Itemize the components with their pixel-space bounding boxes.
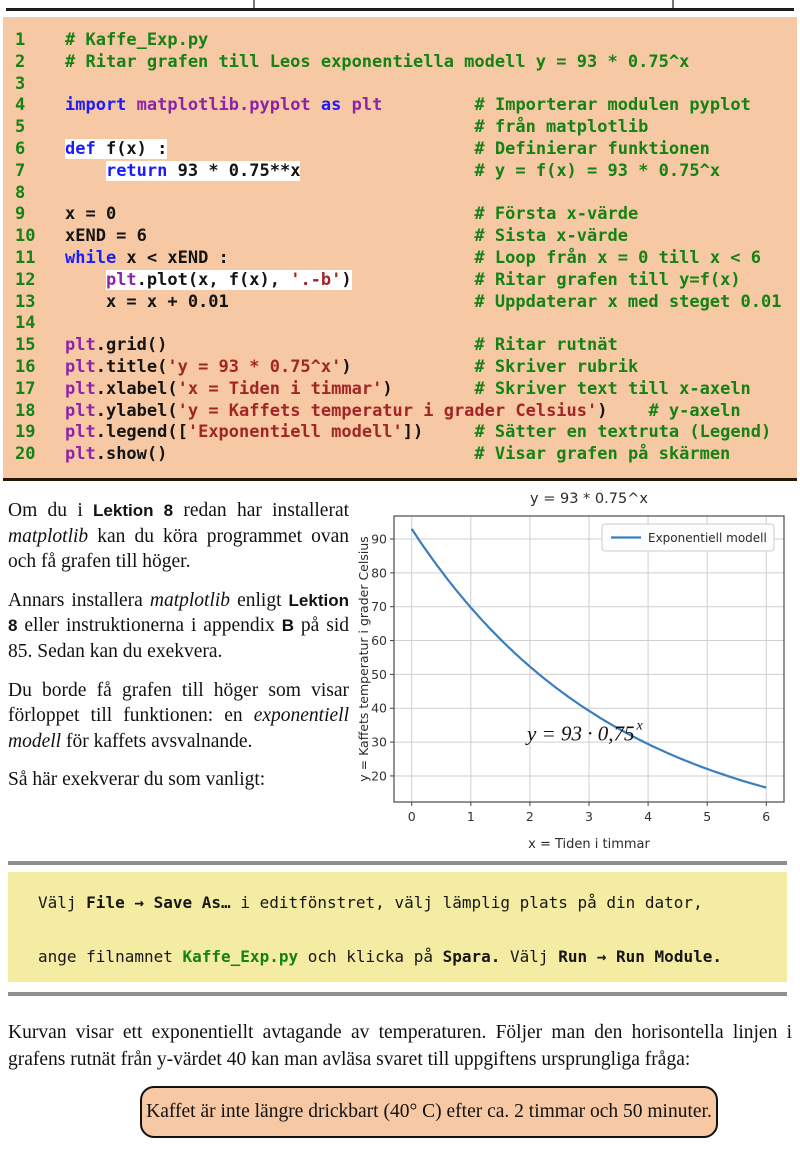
line-number: 6 — [15, 138, 26, 159]
code-line — [3, 161, 797, 183]
text-run: Så här exekverar du som vanligt: — [8, 769, 266, 791]
code-listing — [3, 17, 797, 481]
page-crop-tick-right — [672, 0, 674, 8]
code-segment — [65, 161, 106, 181]
instruction-box — [8, 872, 787, 982]
code-segment: # Skriver rubrik — [474, 356, 639, 377]
line-chart — [356, 488, 796, 862]
code-segment — [423, 422, 474, 442]
text-run — [587, 947, 597, 966]
text-run: → — [134, 893, 144, 912]
code-line — [3, 183, 797, 205]
line-number: 13 — [15, 291, 36, 312]
text-run: och klicka på — [298, 947, 443, 966]
text-run: för kaffets avsvalnande. — [61, 730, 253, 752]
paragraph — [8, 498, 349, 575]
code-segment: # Ritar grafen till y=f(x) — [474, 269, 741, 290]
y-tick-label: 40 — [371, 700, 387, 716]
code-segment: .ylabel( — [95, 400, 178, 421]
line-number: 14 — [15, 313, 36, 334]
text-run: matplotlib — [149, 589, 231, 611]
code-segment — [341, 95, 351, 115]
text-run: Lektion 8 — [93, 501, 174, 520]
line-number: 3 — [15, 73, 26, 94]
y-tick-label: 90 — [371, 531, 387, 547]
code-segment: .plot(x, f(x), — [136, 269, 291, 290]
code-segment: plt — [65, 378, 96, 399]
code-segment: .xlabel( — [95, 378, 178, 399]
code-line — [3, 139, 797, 161]
line-number: 20 — [15, 444, 36, 465]
code-segment: # Ritar rutnät — [474, 335, 618, 356]
code-segment: plt — [65, 335, 96, 356]
text-run: enligt — [230, 589, 289, 611]
code-segment: 'y = Kaffets temperatur i grader Celsius' — [177, 400, 598, 421]
text-run: → — [596, 947, 607, 966]
legend-label: Exponentiell modell — [648, 531, 767, 545]
text-run — [144, 893, 154, 912]
x-axis-label: x = Tiden i timmar — [528, 837, 650, 852]
code-segment: def — [65, 138, 96, 159]
divider-top — [8, 861, 787, 865]
y-tick-label: 70 — [371, 599, 387, 615]
line-number: 2 — [15, 51, 26, 72]
x-tick-label: 2 — [525, 809, 534, 824]
y-axis-label: y = Kaffets temperatur i grader Celsius — [356, 536, 371, 782]
x-tick-label: 6 — [762, 809, 771, 824]
code-segment: plt — [351, 95, 383, 116]
code-segment: plt — [65, 400, 96, 421]
code-segment: # Ritar grafen till Leos exponentiella modell y = 93 * 0.75^x — [65, 51, 690, 72]
line-number: 12 — [15, 269, 36, 290]
paragraph — [8, 678, 349, 755]
code-segment: # Sista x-värde — [474, 226, 628, 247]
code-line — [3, 74, 797, 96]
code-segment — [382, 95, 474, 115]
line-chart-figure — [356, 488, 796, 862]
code-segment: 93 * 0.75**x — [167, 160, 301, 181]
page-crop-tick-left — [253, 0, 255, 8]
y-tick-label: 20 — [371, 768, 387, 784]
code-segment — [147, 226, 475, 246]
code-segment — [608, 401, 649, 421]
code-line — [3, 204, 797, 226]
chart-annotation: y = 93 · 0,75 $^x$ — [526, 718, 643, 746]
code-segment — [167, 139, 474, 159]
code-line — [3, 95, 797, 117]
text-run: Save As… — [153, 893, 231, 912]
code-segment: x = x + 0.01 — [65, 291, 229, 312]
text-run: redan har installerat — [173, 500, 350, 521]
code-segment: # Visar grafen på skärmen — [474, 444, 731, 465]
code-segment: import — [65, 95, 127, 116]
code-line — [3, 422, 797, 444]
text-run: kan du köra programmet ovan och få grafen till höger. — [8, 525, 349, 573]
text-run: Lektion 8 — [8, 590, 349, 636]
code-segment — [116, 204, 474, 224]
line-number: 19 — [15, 422, 36, 443]
code-segment: 'Exponentiell modell' — [187, 422, 403, 443]
line-number: 4 — [15, 95, 26, 116]
text-run: matplotlib — [8, 525, 89, 547]
code-line — [3, 444, 797, 466]
code-segment: f(x) : — [95, 138, 168, 159]
instruction-line — [38, 946, 787, 967]
line-number: 1 — [15, 30, 26, 50]
code-segment: xEND = 6 — [65, 226, 147, 247]
code-segment: '.-b' — [290, 269, 342, 290]
instruction-line — [38, 892, 787, 913]
code-segment — [229, 292, 475, 312]
code-segment: # Loop från x = 0 till x < 6 — [474, 247, 761, 268]
code-line — [3, 357, 797, 379]
code-line — [3, 313, 797, 335]
line-number: 15 — [15, 335, 36, 356]
code-segment: return — [105, 160, 168, 181]
code-segment: .grid() — [95, 335, 168, 356]
code-segment: # Uppdaterar x med steget 0.01 — [474, 291, 782, 312]
code-segment: # från matplotlib — [474, 117, 649, 138]
text-run: i editfönstret, välj lämplig plats på din dator, — [230, 893, 703, 912]
code-segment: plt — [65, 444, 96, 465]
code-line — [3, 401, 797, 423]
x-tick-label: 1 — [466, 809, 475, 824]
code-segment: # Importerar modulen pyplot — [474, 95, 751, 116]
code-segment: # Skriver text till x-axeln — [474, 378, 751, 399]
code-segment: ) — [597, 400, 608, 421]
code-segment — [65, 117, 474, 137]
conclusion-paragraph: Kurvan visar ett exponentiellt avtagande av temperaturen. Följer man den horisontella linjen i grafens rutnät från y-värdet 40 kan man avläsa svaret till uppgiftens ursprungliga fråga: — [8, 1022, 792, 1070]
line-number: 10 — [15, 226, 36, 247]
body-text-column — [8, 498, 349, 806]
text-run: exponentiell modell — [8, 705, 349, 752]
code-line — [3, 30, 797, 52]
code-segment — [352, 357, 475, 377]
line-number: 7 — [15, 160, 26, 181]
line-number: 8 — [15, 182, 26, 203]
code-segment: ) — [341, 356, 352, 377]
text-run: Run Module. — [616, 947, 722, 966]
code-line — [3, 292, 797, 314]
code-segment: plt — [105, 269, 137, 290]
code-segment: # Definierar funktionen — [474, 138, 710, 159]
code-segment: # y-axeln — [648, 400, 741, 421]
code-segment: # y = f(x) = 93 * 0.75^x — [474, 160, 721, 181]
code-segment: # Kaffe_Exp.py — [65, 30, 209, 50]
x-tick-label: 4 — [644, 809, 653, 824]
line-number: 17 — [15, 378, 36, 399]
code-segment: 'x = Tiden i timmar' — [177, 378, 383, 399]
code-line — [3, 226, 797, 248]
text-run: Du borde få grafen till höger som visar förloppet till funktionen: en — [8, 679, 349, 727]
text-run: ange filnamnet — [38, 947, 183, 966]
answer-box — [140, 1086, 718, 1138]
text-run: på sid 85. Sedan kan du exekvera. — [8, 615, 349, 662]
text-run: eller instruktionerna i appendix — [17, 615, 282, 637]
annotation-superscript: x — [636, 718, 643, 734]
paragraph — [8, 767, 349, 793]
text-run: Kaffe_Exp.py — [182, 947, 299, 966]
code-line — [3, 117, 797, 139]
code-segment — [352, 270, 475, 290]
x-tick-label: 0 — [407, 809, 416, 824]
code-segment: 'y = 93 * 0.75^x' — [167, 356, 342, 377]
line-number: 16 — [15, 356, 36, 377]
code-segment: plt — [65, 356, 96, 377]
text-run — [606, 947, 616, 966]
text-run: B — [281, 616, 294, 636]
y-tick-label: 60 — [371, 633, 387, 649]
code-segment: ) — [382, 378, 393, 399]
code-segment: # Första x-värde — [474, 204, 639, 225]
code-line — [3, 270, 797, 292]
y-tick-label: 30 — [371, 734, 387, 750]
text-run: Run — [558, 947, 588, 966]
text-run: Spara. — [442, 947, 501, 966]
code-segment: while — [65, 247, 117, 268]
y-tick-label: 80 — [371, 565, 387, 581]
text-run — [125, 893, 135, 912]
text-run: Annars installera — [8, 589, 150, 611]
text-run: Välj — [500, 947, 559, 966]
text-run: Om du i — [8, 500, 94, 521]
code-segment: .show() — [95, 444, 168, 465]
code-segment — [126, 95, 136, 115]
paragraph — [8, 588, 349, 665]
code-segment: .legend([ — [95, 422, 188, 443]
code-segment: .title( — [95, 356, 168, 377]
code-segment: ]) — [402, 422, 424, 443]
text-run: Välj — [38, 893, 87, 912]
divider-bottom — [8, 992, 787, 996]
line-number: 5 — [15, 117, 26, 138]
code-segment — [65, 270, 106, 290]
code-segment — [167, 444, 474, 464]
x-tick-label: 5 — [703, 809, 712, 824]
code-segment: matplotlib.pyplot — [136, 95, 311, 116]
code-segment — [393, 379, 475, 399]
code-segment: x = 0 — [65, 204, 117, 225]
line-number: 18 — [15, 400, 36, 421]
y-tick-label: 50 — [371, 666, 387, 682]
code-segment — [311, 95, 321, 115]
x-tick-label: 3 — [585, 809, 593, 824]
code-line — [3, 379, 797, 401]
code-segment — [229, 248, 475, 268]
code-line — [3, 335, 797, 357]
code-line — [3, 248, 797, 270]
code-segment: as — [320, 95, 342, 116]
answer-text: Kaffet är inte längre drickbart (40° C) efter ca. 2 timmar och 50 minuter. — [146, 1101, 712, 1122]
line-number: 9 — [15, 204, 26, 225]
code-line — [3, 52, 797, 74]
code-segment: ) — [341, 269, 352, 290]
chart-title: y = 93 * 0.75^x — [530, 491, 648, 507]
text-run: File — [86, 893, 125, 912]
code-segment: # Sätter en textruta (Legend) — [474, 422, 772, 443]
page-top-rule — [6, 8, 794, 11]
code-segment — [167, 335, 474, 355]
code-segment: plt — [65, 422, 96, 443]
code-segment: x < xEND : — [116, 247, 229, 268]
code-segment — [300, 161, 474, 181]
line-number: 11 — [15, 247, 36, 268]
